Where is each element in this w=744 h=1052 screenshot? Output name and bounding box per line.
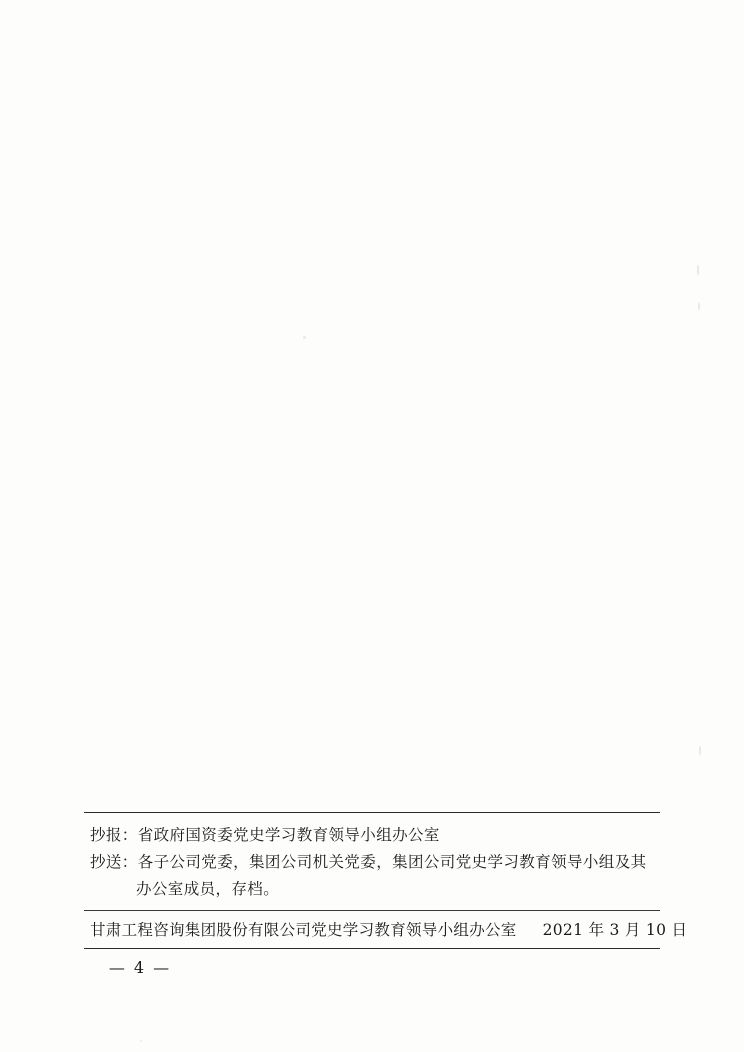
scan-speckle-icon (140, 1040, 142, 1042)
issuer-name: 甘肃工程咨询集团股份有限公司党史学习教育领导小组办公室 (90, 921, 517, 939)
issuer-row (84, 911, 688, 948)
page-number: — 4 — (108, 958, 172, 977)
cc-report-label: 抄报： (90, 826, 138, 844)
scan-speckle-icon (698, 303, 700, 310)
scan-speckle-icon (303, 336, 306, 339)
cc-send-row (84, 849, 660, 876)
distribution-block (84, 812, 688, 949)
cc-report-value: 省政府国资委党史学习教育领导小组办公室 (137, 826, 440, 844)
issue-date: 2021 年 3 月 10 日 (542, 921, 688, 939)
scan-speckle-icon (697, 265, 699, 275)
distribution-rows (84, 813, 660, 910)
scan-speckle-icon (699, 746, 701, 755)
document-body-blank-area (85, 60, 660, 800)
cc-send-label: 抄送： (90, 853, 138, 871)
distribution-bottom-rule (84, 948, 660, 949)
cc-report-row (84, 822, 660, 849)
cc-send-value-continued: 办公室成员，存档。 (136, 880, 280, 898)
cc-send-value: 各子公司党委，集团公司机关党委，集团公司党史学习教育领导小组及其 (137, 853, 647, 871)
